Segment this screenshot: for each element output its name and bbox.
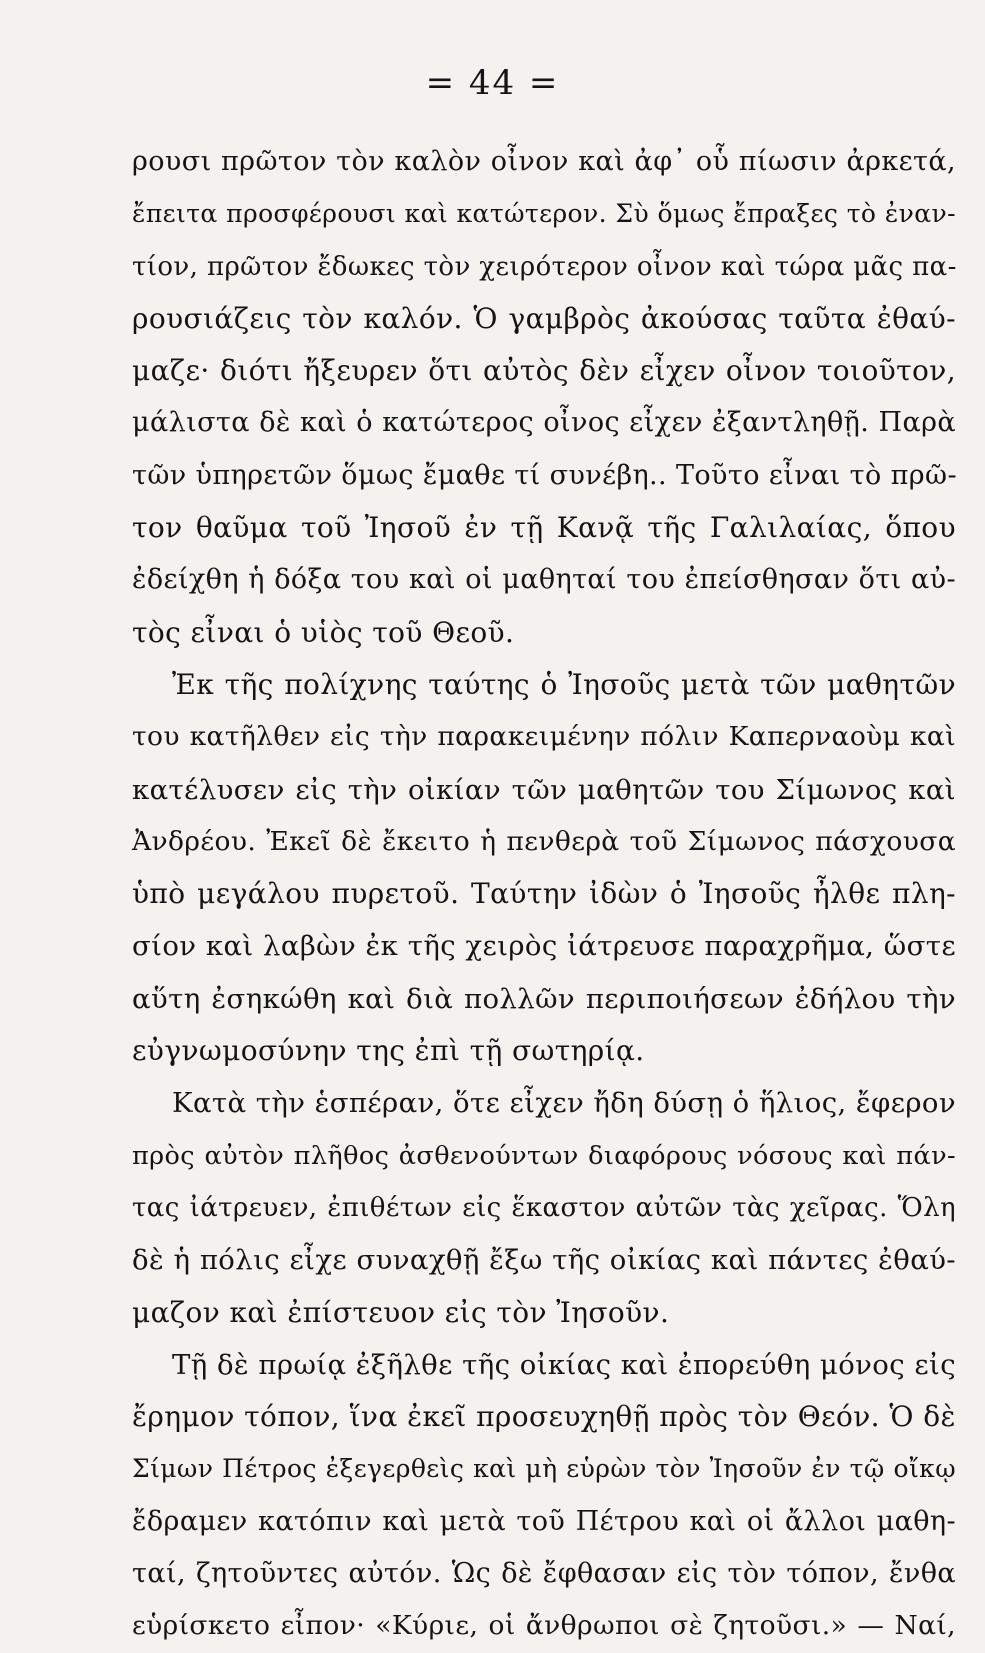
text-line: αὕτη ἐσηκώθη καὶ διὰ πολλῶν περιποιήσεων ἐδήλου τὴν (132, 982, 956, 1015)
text-line: ὑπὸ μεγάλου πυρετοῦ. Ταύτην ἰδὼν ὁ Ἰησοῦς ἦλθε πλη- (132, 877, 956, 911)
text-line: ρουσι πρῶτον τὸν καλὸν οἶνον καὶ ἀφ᾽ οὗ πίωσιν ἀρκετά, (132, 146, 956, 177)
text-line: Τῇ δὲ πρωίᾳ ἐξῆλθε τῆς οἰκίας καὶ ἐπορεύθη μόνος εἰς (172, 1348, 956, 1381)
text-line: μάλιστα δὲ καὶ ὁ κατώτερος οἶνος εἶχεν ἐξαντληθῇ. Παρὰ (132, 407, 956, 439)
text-line: τὸς εἶναι ὁ υἱὸς τοῦ Θεοῦ. (132, 615, 515, 649)
text-line: ἔρημον τόπον, ἵνα ἐκεῖ προσευχηθῇ πρὸς τὸν Θεόν. Ὁ δὲ (132, 1400, 956, 1434)
paragraph-1 (132, 136, 956, 659)
text-line: ρουσιάζεις τὸν καλόν. Ὁ γαμβρὸς ἀκούσας ταῦτα ἐθαύ- (132, 301, 956, 335)
text-line: μαζε· διότι ἤξευρεν ὅτι αὐτὸς δὲν εἶχεν οἶνον τοιοῦτον, (132, 354, 956, 388)
text-line: ἐδείχθη ἡ δόξα του καὶ οἱ μαθηταί του ἐπείσθησαν ὅτι αὐ- (132, 564, 956, 596)
text-line: τας ἰάτρευεν, ἐπιθέτων εἰς ἕκαστον αὐτῶν τὰς χεῖρας. Ὅλη (132, 1192, 956, 1223)
text-line: Κατὰ τὴν ἑσπέραν, ὅτε εἶχεν ἤδη δύσῃ ὁ ἥλιος, ἔφερον (172, 1087, 956, 1120)
text-line: σίον καὶ λαβὼν ἐκ τῆς χειρὸς ἰάτρευσε παραχρῆμα, ὥστε (132, 930, 956, 963)
text-line: Ἐκ τῆς πολίχνης ταύτης ὁ Ἰησοῦς μετὰ τῶν μαθητῶν (172, 667, 956, 701)
text-line: Σίμων Πέτρος ἐξεγερθεὶς καὶ μὴ εὑρὼν τὸν Ἰησοῦν ἐν τῷ οἴκῳ (132, 1454, 956, 1484)
page-number: = 44 = (425, 63, 560, 103)
text-line: Ἀνδρέου. Ἐκεῖ δὲ ἔκειτο ἡ πενθερὰ τοῦ Σίμωνος πάσχουσα (132, 825, 956, 857)
text-line: τίον, πρῶτον ἔδωκες τὸν χειρότερον οἶνον καὶ τώρα μᾶς πα- (132, 251, 957, 282)
text-line: ἔδραμεν κατόπιν καὶ μετὰ τοῦ Πέτρου καὶ οἱ ἄλλοι μαθη- (132, 1505, 956, 1537)
text-line: πρὸς αὐτὸν πλῆθος ἀσθενούντων διαφόρους νόσους καὶ πάν- (132, 1140, 956, 1171)
text-line: τον θαῦμα τοῦ Ἰησοῦ ἐν τῇ Κανᾷ τῆς Γαλιλαίας, ὅπου (132, 511, 956, 545)
text-line: δὲ ἡ πόλις εἶχε συναχθῇ ἔξω τῆς οἰκίας καὶ πάντες ἐθαύ- (132, 1244, 956, 1277)
body-text (132, 136, 956, 1653)
text-line: ἔπειτα προσφέρουσι καὶ κατώτερον. Σὺ ὅμως ἔπραξες τὸ ἐναν- (132, 199, 956, 229)
text-line: τῶν ὑπηρετῶν ὅμως ἔμαθε τί συνέβη.. Τοῦτο εἶναι τὸ πρῶ- (132, 459, 957, 491)
text-line: μαζον καὶ ἐπίστευον εἰς τὸν Ἰησοῦν. (132, 1295, 670, 1329)
text-line: εὑρίσκετο εἶπον· «Κύριε, οἱ ἄνθρωποι σὲ ζητοῦσι.» — Ναί, (132, 1610, 956, 1642)
paragraph-2 (132, 659, 956, 1077)
paragraph-4 (132, 1339, 956, 1653)
paragraph-3 (132, 1077, 956, 1338)
text-line: ταί, ζητοῦντες αὐτόν. Ὡς δὲ ἔφθασαν εἰς τὸν τόπον, ἔνθα (132, 1558, 956, 1590)
text-line: του κατῆλθεν εἰς τὴν παρακειμένην πόλιν Καπερναοὺμ καὶ (132, 721, 956, 753)
text-line: εὐγνωμοσύνην της ἐπὶ τῇ σωτηρίᾳ. (132, 1034, 645, 1068)
text-line: κατέλυσεν εἰς τὴν οἰκίαν τῶν μαθητῶν του Σίμωνος καὶ (132, 773, 956, 806)
